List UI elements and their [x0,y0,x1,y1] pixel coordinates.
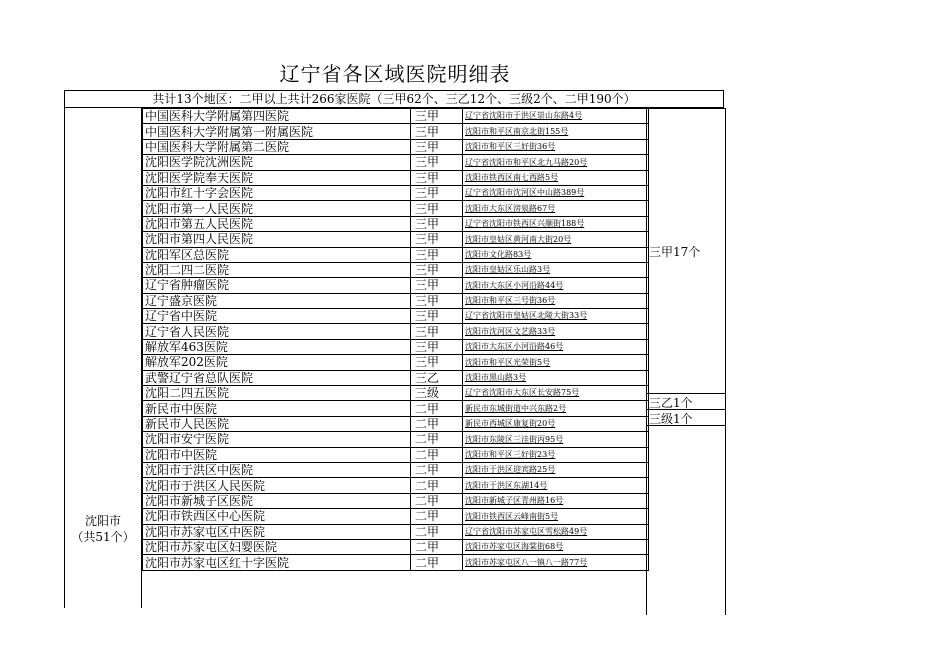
hospital-address: 沈阳市铁西区云峰南街5号 [463,509,649,524]
hospital-level: 三甲 [411,355,463,370]
group-sanyi [646,393,726,410]
hospital-level: 三甲 [411,309,463,324]
city-label [65,513,141,545]
hospital-address: 辽宁省沈阳市和平区北九马路20号 [463,155,649,170]
group-sanji-label: 三级1个 [649,412,693,426]
table-row [143,155,649,170]
hospital-name: 沈阳二四五医院 [143,386,411,401]
hospital-name: 沈阳市第四人民医院 [143,232,411,247]
hospital-name: 沈阳市苏家屯区红十字医院 [143,555,411,570]
hospital-level: 二甲 [411,493,463,508]
hospital-address: 沈阳市和平区南京北街155号 [463,124,649,139]
table-row [143,432,649,447]
hospital-address: 沈阳市皇姑区黄河南大街20号 [463,232,649,247]
hospital-level: 二甲 [411,401,463,416]
hospital-level: 二甲 [411,462,463,477]
hospital-level: 二甲 [411,432,463,447]
hospital-level: 二甲 [411,509,463,524]
table-row [143,109,649,124]
page-title: 辽宁省各区域医院明细表 [279,62,511,86]
hospital-name: 沈阳医学院沈洲医院 [143,155,411,170]
hospital-address: 辽宁省沈阳市沈河区中山路389号 [463,185,649,200]
hospital-level: 三甲 [411,185,463,200]
hospital-address: 沈阳市苏家屯区海棠街68号 [463,539,649,554]
hospital-name: 解放军463医院 [143,339,411,354]
table-row [143,124,649,139]
table-row [143,232,649,247]
hospital-name: 沈阳军区总医院 [143,247,411,262]
hospital-address: 沈阳市沈河区文艺路33号 [463,324,649,339]
table-row [143,478,649,493]
hospital-name: 新民市人民医院 [143,416,411,431]
hospital-address: 沈阳市东陵区三洼街丙95号 [463,432,649,447]
table-row [143,370,649,385]
hospital-level: 三甲 [411,262,463,277]
hospital-name: 沈阳市安宁医院 [143,432,411,447]
hospital-address: 辽宁省沈阳市大东区长安路75号 [463,386,649,401]
city-cell [64,108,142,608]
group-sanjia [646,108,726,394]
table-row [143,293,649,308]
hospital-name: 沈阳市第五人民医院 [143,216,411,231]
hospital-level: 三级 [411,386,463,401]
hospital-address: 沈阳市大东区小河沿路44号 [463,278,649,293]
hospital-name: 中国医科大学附属第四医院 [143,109,411,124]
hospital-name: 沈阳市苏家屯区中医院 [143,524,411,539]
hospital-level: 三甲 [411,293,463,308]
table-row [143,309,649,324]
city-count: （共51个） [71,530,135,544]
hospital-level: 三甲 [411,278,463,293]
hospital-address: 沈阳市铁西区南七西路5号 [463,170,649,185]
hospital-address: 沈阳市新城子区青州路16号 [463,493,649,508]
table-row [143,170,649,185]
hospital-level: 三甲 [411,109,463,124]
hospital-name: 辽宁省肿瘤医院 [143,278,411,293]
hospital-name: 辽宁省中医院 [143,309,411,324]
hospital-address: 沈阳市大东区小河沿路46号 [463,339,649,354]
hospital-level: 二甲 [411,478,463,493]
hospital-address: 辽宁省沈阳市于洪区崇山东路4号 [463,109,649,124]
table-row [143,201,649,216]
hospital-level: 三甲 [411,170,463,185]
hospital-name: 沈阳市于洪区人民医院 [143,478,411,493]
hospital-level: 三甲 [411,155,463,170]
city-name: 沈阳市 [84,514,121,528]
table-row [143,278,649,293]
hospital-level: 三乙 [411,370,463,385]
hospital-name: 武警辽宁省总队医院 [143,370,411,385]
hospital-name: 解放军202医院 [143,355,411,370]
table-row [143,139,649,154]
hospital-level: 二甲 [411,539,463,554]
hospital-name: 沈阳市于洪区中医院 [143,462,411,477]
hospital-level: 三甲 [411,339,463,354]
hospital-name: 沈阳市铁西区中心医院 [143,509,411,524]
hospital-level: 三甲 [411,201,463,216]
hospital-name: 辽宁省人民医院 [143,324,411,339]
hospital-level: 三甲 [411,216,463,231]
hospital-name: 辽宁盛京医院 [143,293,411,308]
hospital-address: 沈阳市和平区三好街23号 [463,447,649,462]
hospital-address: 新民市东城街道中兴东路2号 [463,401,649,416]
hospital-address: 沈阳市大东区滂泉路67号 [463,201,649,216]
table-row [143,355,649,370]
group-sanyi-label: 三乙1个 [649,396,693,410]
hospital-name: 新民市中医院 [143,401,411,416]
hospital-level: 三甲 [411,139,463,154]
hospital-address: 沈阳市皇姑区乐山路3号 [463,262,649,277]
table-row [143,324,649,339]
summary-row: 共计13个地区：二甲以上共计266家医院（三甲62个、三乙12个、三级2个、二甲190个） [64,90,724,108]
hospital-address: 沈阳市和平区三号街36号 [463,293,649,308]
table-row [143,555,649,570]
table-row [143,216,649,231]
hospital-address: 沈阳市和平区三好街36号 [463,139,649,154]
hospital-name: 沈阳市红十字会医院 [143,185,411,200]
group-erjia [646,425,726,615]
table-row [143,401,649,416]
table-row [143,247,649,262]
hospital-name: 中国医科大学附属第二医院 [143,139,411,154]
hospital-name: 沈阳市苏家屯区妇婴医院 [143,539,411,554]
hospital-level: 二甲 [411,447,463,462]
hospital-level: 三甲 [411,232,463,247]
hospital-address: 辽宁省沈阳市皇姑区北陵大街33号 [463,309,649,324]
table-row [143,539,649,554]
hospital-address: 沈阳市苏家屯区八一镇八一路77号 [463,555,649,570]
table-row [143,509,649,524]
hospital-name: 沈阳二四二医院 [143,262,411,277]
hospital-name: 沈阳市新城子区医院 [143,493,411,508]
table-row [143,524,649,539]
hospital-address: 沈阳市文化路83号 [463,247,649,262]
table-row [143,185,649,200]
hospital-level: 二甲 [411,524,463,539]
hospital-name: 沈阳市中医院 [143,447,411,462]
hospital-address: 沈阳市黑山路3号 [463,370,649,385]
hospital-address: 沈阳市于洪区东湖14号 [463,478,649,493]
table-row [143,262,649,277]
table-row [143,339,649,354]
hospital-table [142,108,649,571]
hospital-level: 三甲 [411,247,463,262]
table-row [143,493,649,508]
hospital-level: 三甲 [411,324,463,339]
hospital-address: 辽宁省沈阳市铁西区兴顺街188号 [463,216,649,231]
hospital-name: 中国医科大学附属第一附属医院 [143,124,411,139]
hospital-table-body [143,109,649,571]
hospital-level: 二甲 [411,416,463,431]
hospital-address: 沈阳市和平区光荣街5号 [463,355,649,370]
table-row [143,447,649,462]
hospital-address: 辽宁省沈阳市苏家屯区雪松路49号 [463,524,649,539]
group-sanji [646,409,726,426]
table-row [143,416,649,431]
table-row [143,462,649,477]
hospital-level: 二甲 [411,555,463,570]
hospital-address: 新民市西城区康复街20号 [463,416,649,431]
hospital-level: 三甲 [411,124,463,139]
hospital-address: 沈阳市于洪区迎宾路25号 [463,462,649,477]
table-row [143,386,649,401]
group-sanjia-label: 三甲17个 [649,245,701,259]
hospital-name: 沈阳医学院奉天医院 [143,170,411,185]
hospital-name: 沈阳市第一人民医院 [143,201,411,216]
